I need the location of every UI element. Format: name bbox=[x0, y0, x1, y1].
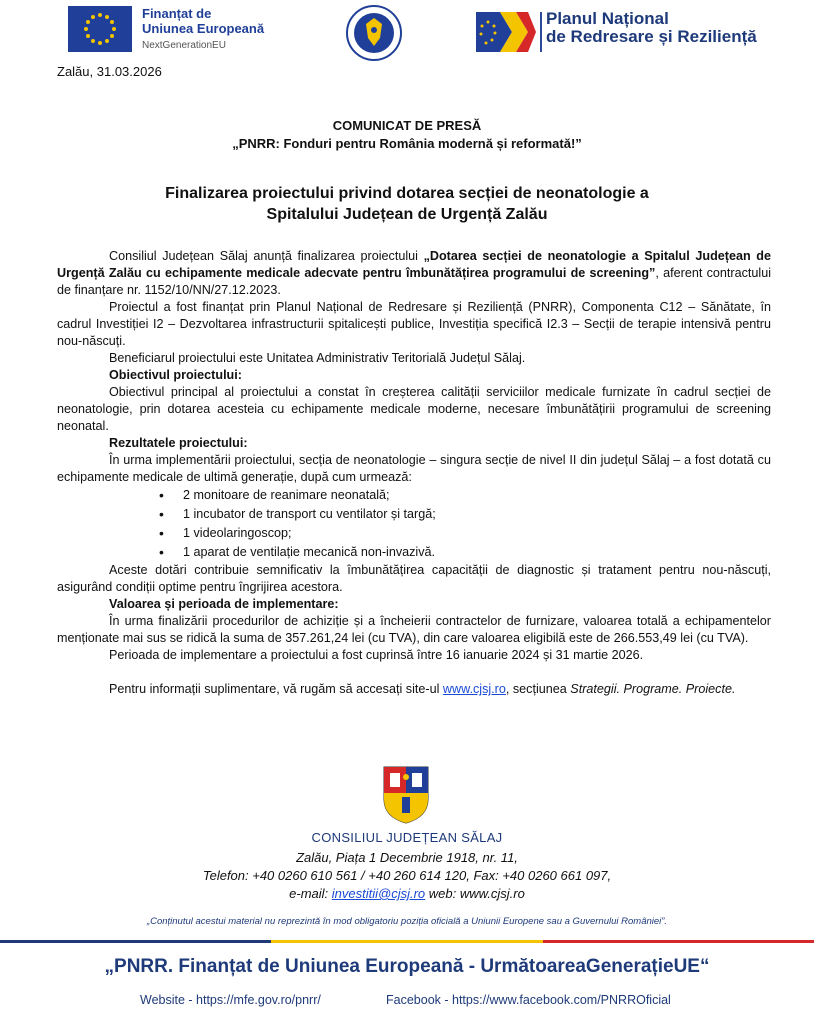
page-title: Finalizarea proiectului privind dotarea secției de neonatologie a Spitalului Județean de Urgență Zalău bbox=[165, 185, 649, 223]
paragraph-info: Pentru informații suplimentare, vă rugăm să accesați site-ul www.cjsj.ro, secțiunea Strategii. Programe. Proiecte. bbox=[109, 682, 736, 696]
footer-phones: Telefon: +40 0260 610 561 / +40 260 614 120, Fax: +40 0260 661 097, bbox=[202, 868, 612, 883]
list-item: • 1 aparat de ventilație mecanică non-invazivă. bbox=[183, 543, 771, 562]
press-release-subtitle: „PNRR: Fonduri pentru România modernă și reformată!” bbox=[232, 136, 582, 151]
paragraph-beneficiary: Beneficiarul proiectului este Unitatea Administrativ Teritorială Județul Sălaj. bbox=[109, 351, 526, 365]
website-link[interactable]: www.cjsj.ro bbox=[442, 682, 506, 696]
paragraph-intro: Consiliul Județean Sălaj anunță finalizarea proiectului „Dotarea secției de neonatologie a Spitalul Județean de Urgență Zalău cu echipamente medicale adecvate pentru îmbunătățirea programului de screening”, aferent contractului de finanțare nr. 1152/10/NN/27.12.2023. bbox=[57, 249, 771, 297]
eu-logo-line1: Finanțat de bbox=[142, 6, 212, 21]
paragraph-objective: Obiectivul principal al proiectului a constat în creșterea calității serviciilor medicale furnizate în cadrul secției de neonatologie, prin dotarea acesteia cu echipamente medicale moderne, necesare îmbunătățirii programului de screening neonatal. bbox=[57, 385, 771, 433]
list-item: • 1 incubator de transport cu ventilator și targă; bbox=[183, 505, 771, 524]
footer-organization: CONSILIUL JUDEȚEAN SĂLAJ bbox=[311, 830, 503, 845]
paragraph-period: Perioada de implementare a proiectului a fost cuprinsă între 16 ianuarie 2024 și 31 martie 2026. bbox=[109, 648, 644, 662]
footer-email-web: e-mail: investitii@cjsj.ro web: www.cjsj.ro bbox=[289, 886, 525, 901]
paragraph-financing: Proiectul a fost finanțat prin Planul Național de Redresare și Reziliență (PNRR), Componenta C12 – Sănătate, în cadrul Investiției I2 – Dezvoltarea infrastructurii spitalicești publice, Investiția specifică I2.3 – Secții de terapie intensivă pentru nou-născuți. bbox=[57, 300, 771, 348]
footer-address: Zalău, Piața 1 Decembrie 1918, nr. 11, bbox=[296, 850, 518, 865]
paragraph-value: În urma finalizării procedurilor de achiziție și a încheierii contractelor de furnizare, valoarea totală a echipamentelor menționate mai sus se ridică la suma de 357.261,24 lei (cu TVA), din care valoarea eligibilă este de 266.553,49 lei (cu TVA). bbox=[57, 614, 771, 645]
article-body bbox=[57, 248, 771, 698]
eu-funding-logo bbox=[68, 6, 288, 52]
equipment-list bbox=[57, 486, 771, 562]
government-seal-logo bbox=[344, 4, 404, 62]
pnrr-logo-line2: de Redresare și Reziliență bbox=[546, 27, 757, 46]
paragraph-results: În urma implementării proiectului, secția de neonatologie – singura secție de nivel II din județul Sălaj – a fost dotată cu echipamente medicale de ultimă generație, după cum urmează: bbox=[57, 453, 771, 484]
footer-contact bbox=[0, 849, 814, 903]
stripe-red bbox=[543, 940, 814, 943]
pnrr-logo bbox=[476, 10, 776, 54]
eu-logo-line2: Uniunea Europeană bbox=[142, 21, 265, 36]
stripe-yellow bbox=[271, 940, 543, 943]
press-release-label: COMUNICAT DE PRESĂ bbox=[332, 118, 482, 133]
pnrr-logo-line1: Planul Național bbox=[546, 9, 669, 28]
date-line: Zalău, 31.03.2026 bbox=[57, 64, 162, 79]
heading-objective: Obiectivul proiectului: bbox=[109, 368, 242, 382]
stripe-blue bbox=[0, 940, 271, 943]
footer-facebook-link[interactable]: Facebook - https://www.facebook.com/PNRROficial bbox=[386, 993, 671, 1007]
email-link[interactable]: investitii@cjsj.ro bbox=[331, 886, 426, 901]
eu-flag-icon bbox=[68, 6, 132, 52]
paragraph-contribution: Aceste dotări contribuie semnificativ la îmbunătățirea capacității de diagnostic și tratament pentru nou-născuți, asigurând condiții optime pentru îngrijirea acestora. bbox=[57, 563, 771, 594]
list-item: • 2 monitoare de reanimare neonatală; bbox=[183, 486, 771, 505]
list-item: • 1 videolaringoscop; bbox=[183, 524, 771, 543]
heading-results: Rezultatele proiectului: bbox=[109, 436, 248, 450]
footer-website-link[interactable]: Website - https://mfe.gov.ro/pnrr/ bbox=[140, 993, 321, 1007]
pnrr-flag-icon bbox=[476, 12, 536, 52]
disclaimer: „Conținutul acestui material nu reprezintă în mod obligatoriu poziția oficială a Uniunii Europene sau a Guvernului României”. bbox=[146, 916, 668, 927]
eu-logo-line3: NextGenerationEU bbox=[142, 40, 226, 51]
heading-value: Valoarea și perioada de implementare: bbox=[109, 597, 339, 611]
footer-slogan: „PNRR. Finanțat de Uniunea Europeană - UrmătoareaGenerațieUE“ bbox=[104, 956, 710, 977]
county-crest-icon bbox=[381, 763, 431, 825]
